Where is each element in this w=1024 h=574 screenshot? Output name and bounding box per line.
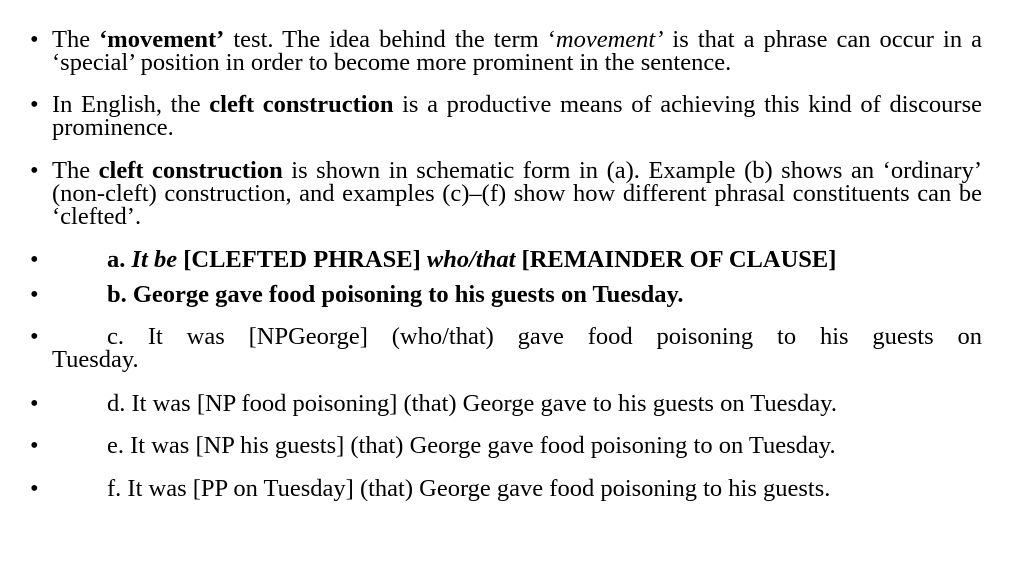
bullet-marker: • bbox=[30, 246, 39, 273]
term-movement-italic: movement’ bbox=[555, 26, 664, 53]
term-cleft-construction: cleft construction bbox=[209, 91, 394, 118]
example-c: • c. It was [NPGeorge] (who/that) gave food poisoning to his guests on Tuesday. bbox=[30, 323, 982, 373]
bullet-marker: • bbox=[30, 26, 39, 53]
bullet-text: The ‘movement’ test. The idea behind the term ‘movement’ is that a phrase can occur in a ‘special’ position in order to become more prominent in the sentence. bbox=[52, 26, 982, 76]
example-a: • a. It be [CLEFTED PHRASE] who/that [REMAINDER OF CLAUSE] bbox=[30, 246, 837, 273]
term-cleft-construction: cleft construction bbox=[98, 157, 283, 184]
bullet-cleft-schema bbox=[30, 159, 982, 228]
bullet-marker: • bbox=[30, 323, 39, 350]
term-movement: ‘movement’ bbox=[99, 26, 225, 53]
bullet-cleft-intro bbox=[30, 93, 982, 139]
bullet-movement-test bbox=[30, 28, 982, 74]
example-b: • b. George gave food poisoning to his guests on Tuesday. bbox=[30, 281, 684, 308]
bullet-marker: • bbox=[30, 390, 39, 417]
bullet-marker: • bbox=[30, 432, 39, 459]
example-d: • d. It was [NP food poisoning] (that) George gave to his guests on Tuesday. bbox=[30, 390, 837, 417]
bullet-text: The cleft construction is shown in schematic form in (a). Example (b) shows an ‘ordinary’ (non-cleft) construction, and examples (c)–(f) show how different phrasal constituents can be ‘clefted’. bbox=[52, 157, 982, 230]
bullet-marker: • bbox=[30, 157, 39, 184]
example-f: • f. It was [PP on Tuesday] (that) George gave food poisoning to his guests. bbox=[30, 475, 831, 502]
bullet-text: In English, the cleft construction is a productive means of achieving this kind of discourse prominence. bbox=[52, 91, 982, 141]
example-e: • e. It was [NP his guests] (that) George gave food poisoning to on Tuesday. bbox=[30, 432, 836, 459]
bullet-marker: • bbox=[30, 281, 39, 308]
bullet-marker: • bbox=[30, 475, 39, 502]
bullet-marker: • bbox=[30, 91, 39, 118]
